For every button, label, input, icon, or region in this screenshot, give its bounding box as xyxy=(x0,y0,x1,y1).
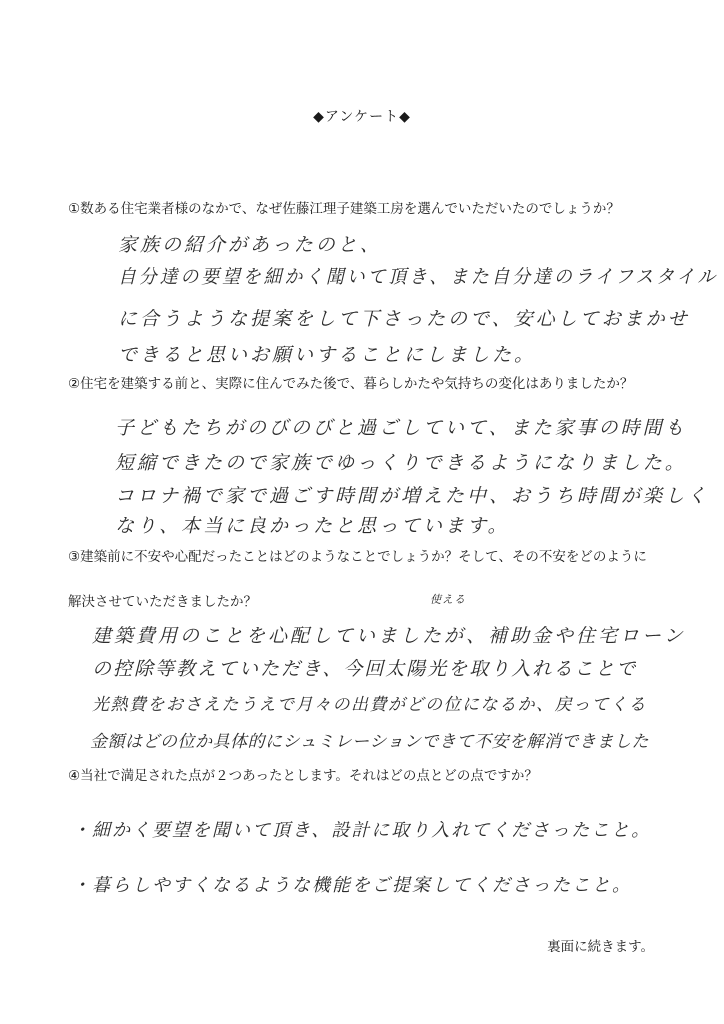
continued-on-back-note: 裏面に続きます。 xyxy=(547,939,654,955)
question-3: ③建築前に不安や心配だったことはどのようなことでしょうか？そして、その不安をどのように xyxy=(68,549,647,565)
answer-3-line-2: の控除等教えていただき、今回太陽光を取り入れることで xyxy=(92,658,638,680)
question-1: ①数ある住宅業者様のなかで、なぜ佐藤江理子建築工房を選んでいただいたのでしょうか？ xyxy=(68,201,620,217)
answer-1-line-2: 自分達の要望を細かく聞いて頂き、また自分達のライフスタイル xyxy=(118,266,719,288)
answer-4-line-2: ・暮らしやすくなるような機能をご提案してくださったこと。 xyxy=(72,875,632,896)
answer-3-line-4: 金額はどの位か具体的にシュミレーションできて不安を解消できました xyxy=(90,732,649,752)
answer-3-line-1: 建築費用のことを心配していましたが、補助金や住宅ローン xyxy=(92,625,686,647)
answer-2-line-4: なり、本当に良かったと思っています。 xyxy=(115,515,510,537)
answer-2-line-2: 短縮できたので家族でゆっくりできるようになりました。 xyxy=(115,452,687,474)
answer-2-line-1: 子どもたちがのびのびと過ごしていて、また家事の時間も xyxy=(115,417,687,439)
question-3-continued: 解決させていただきましたか？ xyxy=(68,594,257,610)
answer-3-insertion-note: 使える xyxy=(430,593,466,606)
page-title: ◆アンケート◆ xyxy=(313,109,411,125)
answer-1-line-1: 家族の紹介があったのと、 xyxy=(118,234,382,256)
answer-1-line-3: に合うような提案をして下さったので、安心しておまかせ xyxy=(118,308,690,330)
question-2: ②住宅を建築する前と、実際に住んでみた後で、暮らしかたや気持ちの変化はありましたか？ xyxy=(68,376,634,392)
answer-3-line-3: 光熱費をおさえたうえで月々の出費がどの位になるか、戻ってくる xyxy=(92,695,647,715)
answer-2-line-3: コロナ禍で家で過ごす時間が増えた中、おうち時間が楽しく xyxy=(115,485,710,507)
question-4: ④当社で満足された点が２つあったとします。それはどの点とどの点ですか？ xyxy=(68,768,538,784)
answer-4-line-1: ・細かく要望を聞いて頂き、設計に取り入れてくださったこと。 xyxy=(72,820,652,841)
answer-1-line-4: できると思いお願いすることにしました。 xyxy=(118,344,537,366)
